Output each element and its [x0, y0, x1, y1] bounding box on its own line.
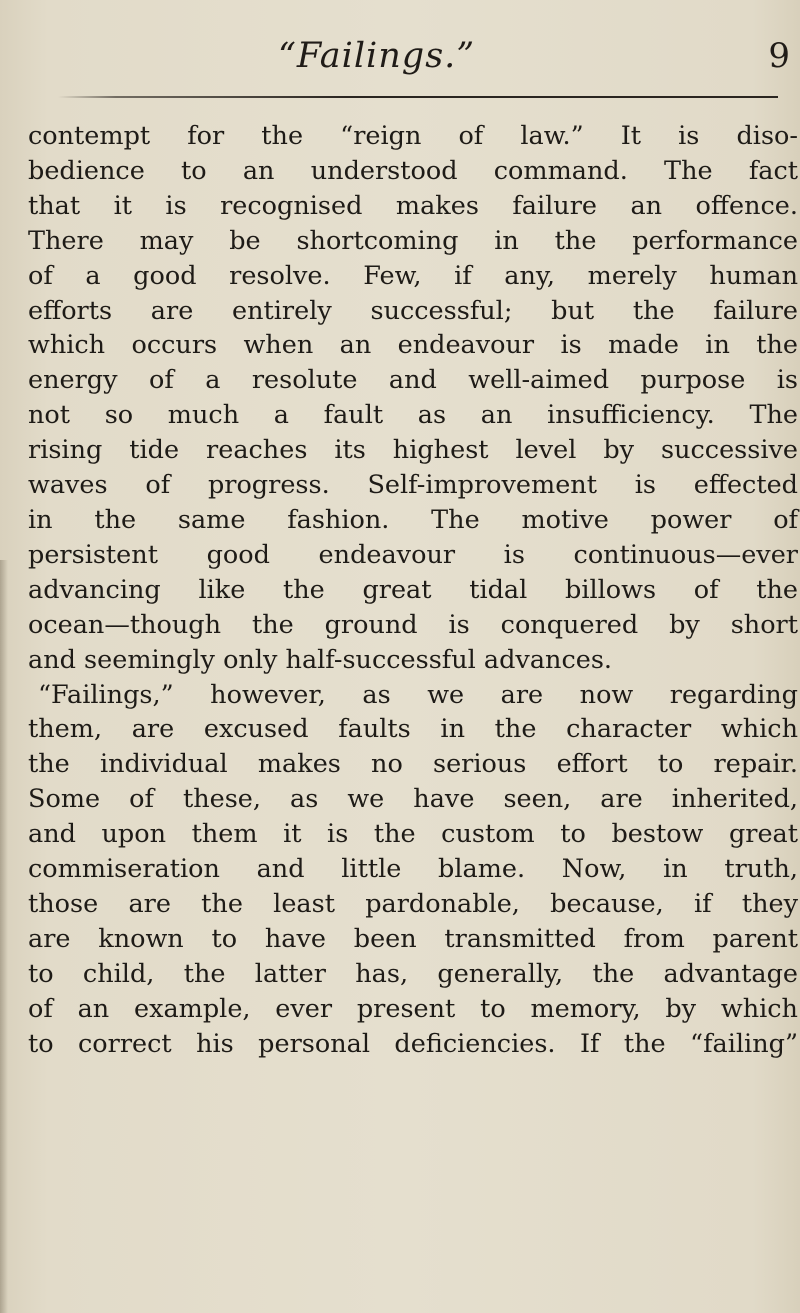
text-line: are known to have been transmitted from parent — [28, 923, 798, 954]
text-line: energy of a resolute and well-aimed purpose is — [28, 365, 798, 396]
text-line: of a good resolve. Few, if any, merely human — [28, 260, 798, 291]
page-number: 9 — [768, 36, 790, 76]
header-rule — [58, 96, 778, 98]
text-line: in the same fashion. The motive power of — [28, 504, 798, 535]
page-gutter-shadow — [0, 560, 8, 1313]
text-line: persistent good endeavour is continuous—ever — [28, 539, 798, 570]
text-line: “Failings,” however, as we are now regarding — [38, 679, 798, 710]
text-line: them, are excused faults in the character which — [28, 714, 798, 745]
text-line: commiseration and little blame. Now, in truth, — [28, 854, 798, 885]
text-line: and seemingly only half-successful advances. — [28, 644, 613, 675]
text-line: the individual makes no serious effort to repair. — [28, 749, 798, 780]
text-line: of an example, ever present to memory, by which — [28, 993, 798, 1024]
text-line: Some of these, as we have seen, are inherited, — [28, 784, 798, 815]
text-line: advancing like the great tidal billows of the — [28, 574, 798, 605]
text-line: which occurs when an endeavour is made in the — [28, 330, 798, 361]
text-line: efforts are entirely successful; but the failure — [28, 295, 798, 326]
text-line: bedience to an understood command. The fact — [28, 155, 798, 186]
body-text — [28, 119, 798, 1061]
text-line: to correct his personal deficiencies. If the “failing” — [28, 1028, 798, 1059]
text-line: rising tide reaches its highest level by successive — [28, 435, 798, 466]
text-line: and upon them it is the custom to bestow great — [28, 819, 798, 850]
text-line: that it is recognised makes failure an offence. — [28, 190, 798, 221]
text-line: ocean—though the ground is conquered by short — [28, 609, 798, 640]
text-line: not so much a fault as an insufficiency. The — [28, 400, 798, 431]
running-head: “Failings.” — [278, 36, 476, 76]
text-line: contempt for the “reign of law.” It is diso- — [28, 121, 798, 151]
text-line: waves of progress. Self-improvement is effected — [28, 470, 798, 501]
text-line: There may be shortcoming in the performance — [28, 225, 798, 256]
text-line: those are the least pardonable, because, if they — [28, 888, 798, 919]
page-header — [30, 36, 790, 86]
text-line: to child, the latter has, generally, the advantage — [28, 958, 798, 989]
